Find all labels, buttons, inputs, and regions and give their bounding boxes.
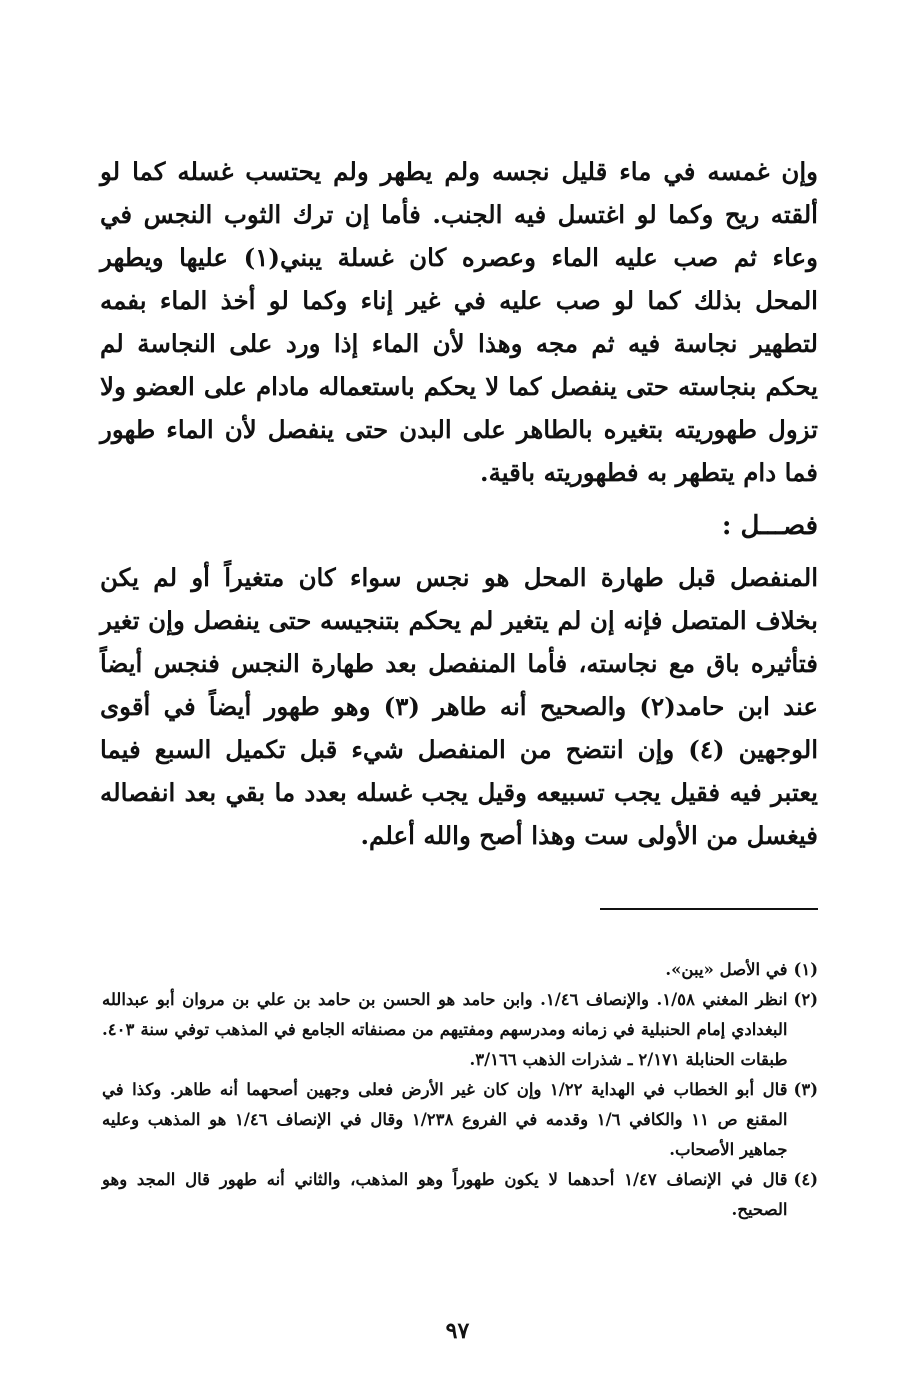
footnote-number: (١) bbox=[793, 960, 818, 979]
footnote bbox=[102, 955, 818, 985]
footnote-number: (٢) bbox=[793, 990, 818, 1009]
footnote-number: (٣) bbox=[793, 1080, 818, 1099]
paragraph-2: المنفصل قبل طهارة المحل هو نجس سواء كان متغيراً أو لم يكن بخلاف المتصل فإنه إن لم يتغير لم يحكم بتنجيسه حتى ينفصل وإن تغير فتأثيره باق مع نجاسته، فأما المنفصل بعد طهارة النجس فنجس أيضاً عند ابن حامد(٢) والصحيح أنه طاهر (٣) وهو طهور أيضاً في أقوى الوجهين (٤) وإن انتضح من المنفصل شيء قبل تكميل السبع فيما يعتبر فيه فقيل يجب تسبيعه وقيل يجب غسله بعدد ما بقي بعد انفصاله فيغسل من الأولى ست وهذا أصح والله أعلم. bbox=[100, 563, 819, 850]
section-heading: فصـــل : bbox=[721, 511, 818, 541]
paragraph-1: وإن غمسه في ماء قليل نجسه ولم يطهر ولم يحتسب غسله كما لو ألقته ريح وكما لو اغتسل فيه الجنب. فأما إن ترك الثوب النجس في وعاء ثم صب عليه الماء وعصره كان غسلة يبني(١) عليها ويطهر المحل بذلك كما لو صب عليه في غير إناء وكما لو أخذ الماء بفمه لتطهير نجاسة فيه ثم مجه وهذا لأن الماء إذا ورد على النجاسة لم يحكم بنجاسته حتى ينفصل كما لا يحكم باستعماله مادام على العضو ولا تزول طهوريته بتغيره بالطاهر على البدن حتى ينفصل لأن الماء طهور فما دام يتطهر به فطهوريته باقية. bbox=[100, 157, 818, 487]
footnote-number: (٤) bbox=[793, 1170, 818, 1189]
footnote-text: قال أبو الخطاب في الهداية ١/٢٢ وإن كان غير الأرض فعلى وجهين أصحهما أنه طاهر. وكذا في المقنع ص ١١ والكافي ١/٦ وقدمه في الفروع ١/٢٣٨ وقال في الإنصاف ١/٤٦ هو المذهب وعليه جماهير الأصحاب. bbox=[102, 1080, 788, 1159]
footnotes bbox=[102, 955, 818, 1225]
footnote-text: قال في الإنصاف ١/٤٧ أحدهما لا يكون طهوراً وهو المذهب، والثاني أنه طهور قال المجد وهو الصحيح. bbox=[102, 1170, 788, 1219]
main-text bbox=[100, 150, 818, 857]
footnote bbox=[102, 1165, 818, 1225]
footnote bbox=[102, 985, 818, 1075]
footnote-divider bbox=[600, 908, 818, 910]
footnote-text: في الأصل «يبن». bbox=[665, 960, 788, 979]
page-number: ٩٧ bbox=[445, 1318, 470, 1344]
footnote bbox=[102, 1075, 818, 1165]
footnote-text: انظر المغني ١/٥٨. والإنصاف ١/٤٦. وابن حامد هو الحسن بن حامد بن علي بن مروان أبو عبدالله البغدادي إمام الحنبلية في زمانه ومدرسهم ومفتيهم من مصنفاته الجامع في المذهب توفي سنة ٤٠٣. طبقات الحنابلة ٢/١٧١ ـ شذرات الذهب ٣/١٦٦. bbox=[102, 990, 788, 1069]
